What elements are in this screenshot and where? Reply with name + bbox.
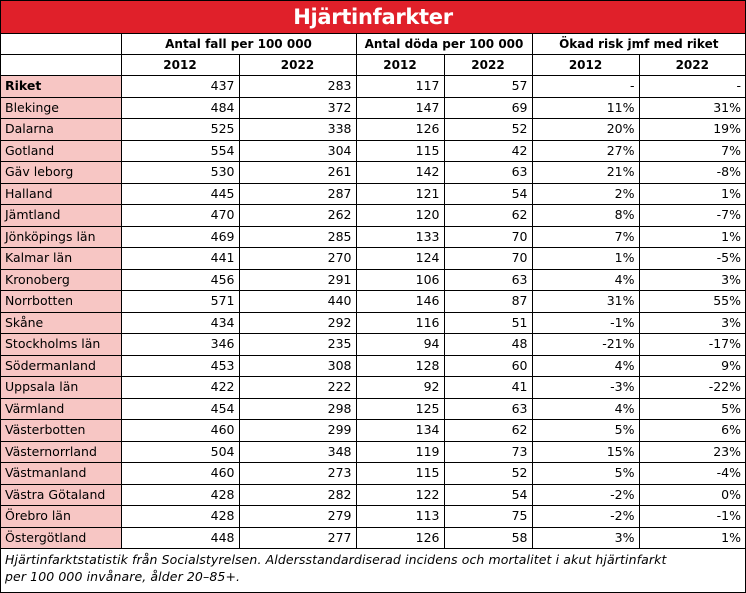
region-name-cell: Riket (1, 76, 121, 98)
region-name-cell: Uppsala län (1, 377, 121, 399)
value-cell: 428 (121, 506, 239, 528)
value-cell: 55% (639, 291, 745, 313)
value-cell: 146 (356, 291, 444, 313)
value-cell: 304 (239, 140, 356, 162)
table-row (1, 441, 745, 463)
value-cell: 54 (444, 484, 532, 506)
value-cell: 69 (444, 97, 532, 119)
value-cell: -17% (639, 334, 745, 356)
value-cell: 62 (444, 420, 532, 442)
value-cell: -7% (639, 205, 745, 227)
value-cell: -8% (639, 162, 745, 184)
value-cell: 3% (639, 269, 745, 291)
value-cell: 0% (639, 484, 745, 506)
value-cell: -5% (639, 248, 745, 270)
region-name-cell: Kronoberg (1, 269, 121, 291)
value-cell: 3% (639, 312, 745, 334)
value-cell: 460 (121, 420, 239, 442)
value-cell: 23% (639, 441, 745, 463)
value-cell: -3% (532, 377, 639, 399)
year-header: 2022 (444, 55, 532, 76)
value-cell: 441 (121, 248, 239, 270)
value-cell: 372 (239, 97, 356, 119)
value-cell: 5% (639, 398, 745, 420)
value-cell: 19% (639, 119, 745, 141)
value-cell: -1% (532, 312, 639, 334)
value-cell: 113 (356, 506, 444, 528)
value-cell: 75 (444, 506, 532, 528)
value-cell: 21% (532, 162, 639, 184)
table-row (1, 398, 745, 420)
value-cell: 58 (444, 527, 532, 549)
value-cell: 54 (444, 183, 532, 205)
value-cell: 4% (532, 398, 639, 420)
value-cell: -21% (532, 334, 639, 356)
region-name-cell: Västernorrland (1, 441, 121, 463)
table-row (1, 269, 745, 291)
table-row (1, 420, 745, 442)
value-cell: 115 (356, 463, 444, 485)
value-cell: 27% (532, 140, 639, 162)
value-cell: 7% (639, 140, 745, 162)
year-header: 2022 (239, 55, 356, 76)
value-cell: 48 (444, 334, 532, 356)
region-name-cell: Jämtland (1, 205, 121, 227)
value-cell: 6% (639, 420, 745, 442)
value-cell: 530 (121, 162, 239, 184)
value-cell: 454 (121, 398, 239, 420)
table-row (1, 183, 745, 205)
value-cell: 122 (356, 484, 444, 506)
value-cell: 448 (121, 527, 239, 549)
year-header: 2012 (356, 55, 444, 76)
value-cell: 126 (356, 527, 444, 549)
value-cell: 52 (444, 119, 532, 141)
group-header: Antal fall per 100 000 (121, 34, 356, 55)
value-cell: 277 (239, 527, 356, 549)
value-cell: 279 (239, 506, 356, 528)
table-row (1, 484, 745, 506)
group-header-row (1, 34, 745, 55)
value-cell: 554 (121, 140, 239, 162)
value-cell: 292 (239, 312, 356, 334)
value-cell: 5% (532, 463, 639, 485)
value-cell: 308 (239, 355, 356, 377)
value-cell: 2% (532, 183, 639, 205)
value-cell: 116 (356, 312, 444, 334)
value-cell: 453 (121, 355, 239, 377)
table-title: Hjärtinfarkter (1, 1, 745, 34)
table-row (1, 97, 745, 119)
value-cell: 1% (639, 183, 745, 205)
value-cell: 291 (239, 269, 356, 291)
table-row (1, 291, 745, 313)
table-row (1, 162, 745, 184)
value-cell: 456 (121, 269, 239, 291)
value-cell: 525 (121, 119, 239, 141)
value-cell: 115 (356, 140, 444, 162)
value-cell: 422 (121, 377, 239, 399)
table-body (1, 76, 745, 549)
region-name-cell: Västerbotten (1, 420, 121, 442)
value-cell: 134 (356, 420, 444, 442)
value-cell: - (532, 76, 639, 98)
value-cell: 235 (239, 334, 356, 356)
value-cell: 94 (356, 334, 444, 356)
region-name-cell: Stockholms län (1, 334, 121, 356)
value-cell: -2% (532, 506, 639, 528)
region-name-cell: Norrbotten (1, 291, 121, 313)
table-row (1, 355, 745, 377)
value-cell: 273 (239, 463, 356, 485)
value-cell: 31% (532, 291, 639, 313)
value-cell: 63 (444, 398, 532, 420)
region-name-cell: Gotland (1, 140, 121, 162)
value-cell: 63 (444, 162, 532, 184)
year-header: 2022 (639, 55, 745, 76)
table-row (1, 226, 745, 248)
corner-cell (1, 34, 121, 55)
region-name-cell: Kalmar län (1, 248, 121, 270)
heart-attack-table (1, 34, 745, 549)
group-header: Ökad risk jmf med riket (532, 34, 745, 55)
value-cell: 41 (444, 377, 532, 399)
value-cell: 270 (239, 248, 356, 270)
value-cell: 63 (444, 269, 532, 291)
source-note (1, 549, 745, 585)
table-row (1, 527, 745, 549)
value-cell: 11% (532, 97, 639, 119)
value-cell: 3% (532, 527, 639, 549)
value-cell: 147 (356, 97, 444, 119)
value-cell: -22% (639, 377, 745, 399)
table-row (1, 248, 745, 270)
value-cell: 142 (356, 162, 444, 184)
value-cell: 298 (239, 398, 356, 420)
value-cell: 9% (639, 355, 745, 377)
value-cell: 20% (532, 119, 639, 141)
region-name-cell: Skåne (1, 312, 121, 334)
value-cell: 8% (532, 205, 639, 227)
value-cell: 60 (444, 355, 532, 377)
value-cell: 87 (444, 291, 532, 313)
value-cell: 57 (444, 76, 532, 98)
region-name-cell: Södermanland (1, 355, 121, 377)
value-cell: 470 (121, 205, 239, 227)
source-note-line: per 100 000 invånare, ålder 20–85+. (5, 569, 241, 584)
value-cell: 285 (239, 226, 356, 248)
value-cell: 262 (239, 205, 356, 227)
value-cell: 469 (121, 226, 239, 248)
value-cell: 125 (356, 398, 444, 420)
value-cell: 70 (444, 248, 532, 270)
table-row (1, 205, 745, 227)
value-cell: 51 (444, 312, 532, 334)
value-cell: 222 (239, 377, 356, 399)
table-row (1, 334, 745, 356)
value-cell: 460 (121, 463, 239, 485)
value-cell: 571 (121, 291, 239, 313)
region-name-cell: Värmland (1, 398, 121, 420)
region-name-cell: Halland (1, 183, 121, 205)
table-row (1, 119, 745, 141)
table-row (1, 377, 745, 399)
region-name-cell: Örebro län (1, 506, 121, 528)
value-cell: 437 (121, 76, 239, 98)
value-cell: 31% (639, 97, 745, 119)
year-header: 2012 (532, 55, 639, 76)
value-cell: 434 (121, 312, 239, 334)
table-row (1, 76, 745, 98)
value-cell: 1% (532, 248, 639, 270)
value-cell: 440 (239, 291, 356, 313)
value-cell: 70 (444, 226, 532, 248)
table-row (1, 312, 745, 334)
value-cell: 504 (121, 441, 239, 463)
value-cell: 52 (444, 463, 532, 485)
region-name-cell: Västra Götaland (1, 484, 121, 506)
value-cell: 283 (239, 76, 356, 98)
value-cell: 338 (239, 119, 356, 141)
value-cell: 346 (121, 334, 239, 356)
region-name-cell: Östergötland (1, 527, 121, 549)
corner-cell (1, 55, 121, 76)
value-cell: 126 (356, 119, 444, 141)
table-row (1, 463, 745, 485)
value-cell: 1% (639, 226, 745, 248)
value-cell: 484 (121, 97, 239, 119)
table-row (1, 506, 745, 528)
region-name-cell: Blekinge (1, 97, 121, 119)
year-header-row (1, 55, 745, 76)
source-note-line: Hjärtinfarktstatistik från Socialstyrelsen. Aldersstandardiserad incidens och mortalitet i akut hjärtinfarkt (5, 552, 667, 567)
value-cell: 128 (356, 355, 444, 377)
value-cell: 7% (532, 226, 639, 248)
value-cell: 1% (639, 527, 745, 549)
value-cell: - (639, 76, 745, 98)
value-cell: 4% (532, 269, 639, 291)
region-name-cell: Gäv leborg (1, 162, 121, 184)
region-name-cell: Västmanland (1, 463, 121, 485)
value-cell: 106 (356, 269, 444, 291)
value-cell: 5% (532, 420, 639, 442)
value-cell: 348 (239, 441, 356, 463)
value-cell: 117 (356, 76, 444, 98)
value-cell: 124 (356, 248, 444, 270)
year-header: 2012 (121, 55, 239, 76)
value-cell: 119 (356, 441, 444, 463)
value-cell: 4% (532, 355, 639, 377)
region-name-cell: Dalarna (1, 119, 121, 141)
value-cell: 42 (444, 140, 532, 162)
value-cell: 121 (356, 183, 444, 205)
value-cell: 15% (532, 441, 639, 463)
value-cell: 299 (239, 420, 356, 442)
value-cell: 92 (356, 377, 444, 399)
value-cell: -2% (532, 484, 639, 506)
group-header: Antal döda per 100 000 (356, 34, 532, 55)
value-cell: 428 (121, 484, 239, 506)
value-cell: 73 (444, 441, 532, 463)
value-cell: 282 (239, 484, 356, 506)
value-cell: 120 (356, 205, 444, 227)
value-cell: 445 (121, 183, 239, 205)
table-row (1, 140, 745, 162)
value-cell: 62 (444, 205, 532, 227)
value-cell: -4% (639, 463, 745, 485)
region-name-cell: Jönköpings län (1, 226, 121, 248)
value-cell: 261 (239, 162, 356, 184)
value-cell: 287 (239, 183, 356, 205)
value-cell: 133 (356, 226, 444, 248)
value-cell: -1% (639, 506, 745, 528)
